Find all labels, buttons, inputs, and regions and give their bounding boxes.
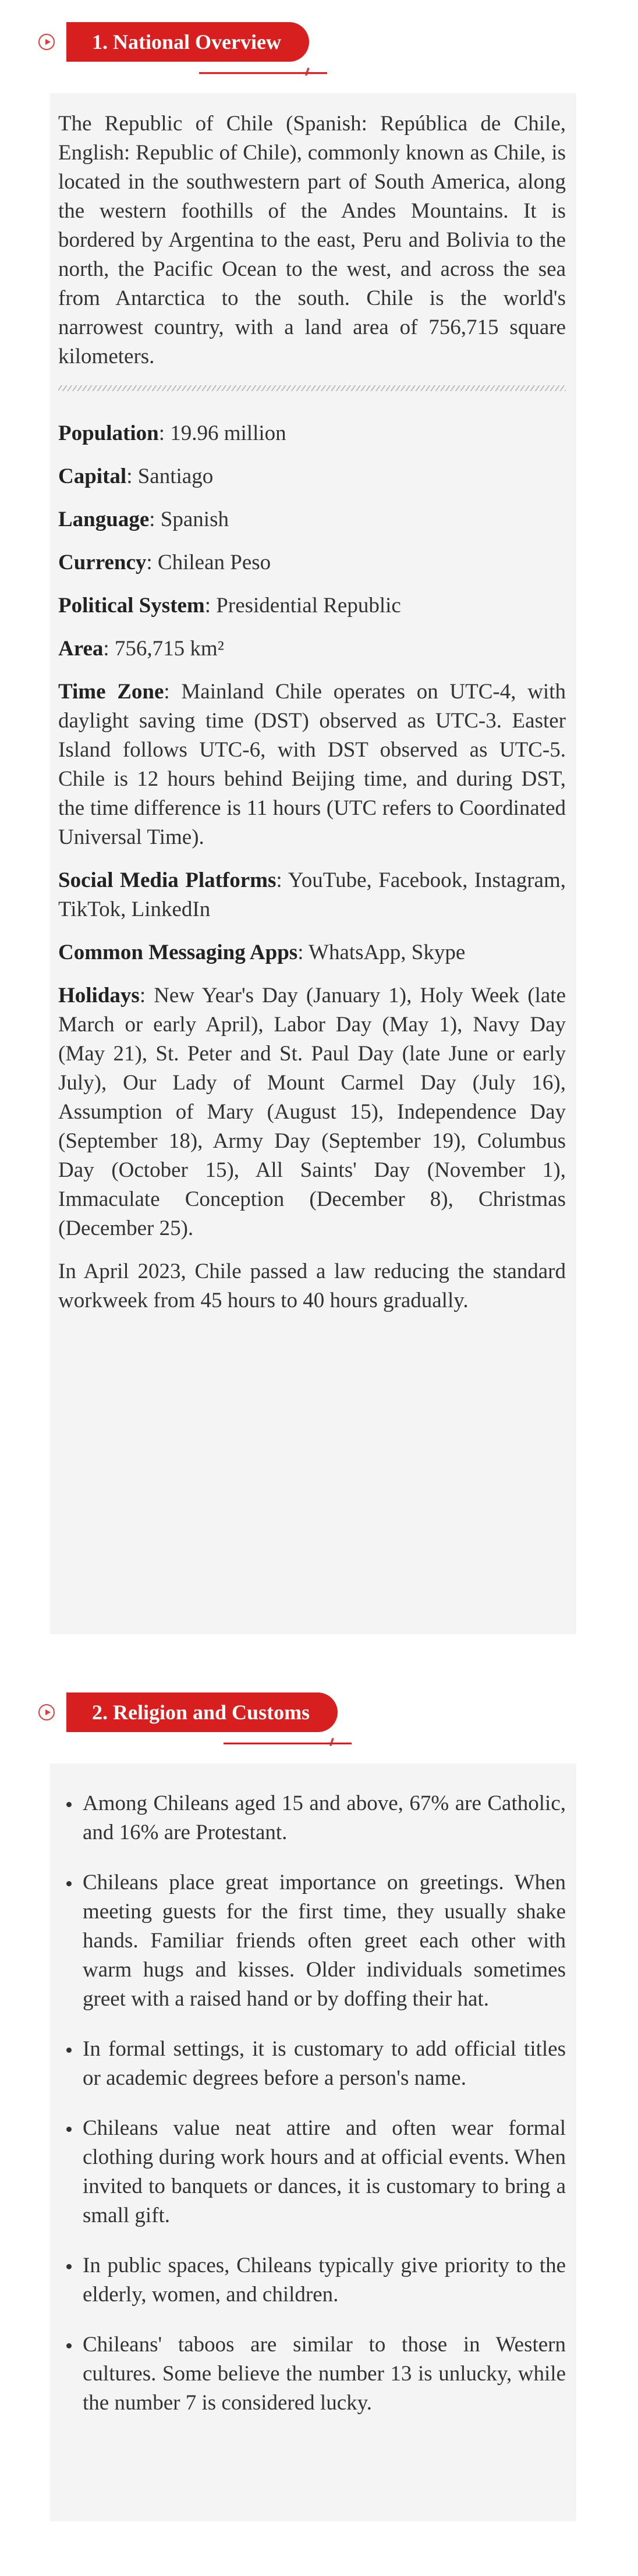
list-item: Among Chileans aged 15 and above, 67% are Catholic, and 16% are Protestant.: [63, 1789, 566, 1847]
intro-paragraph: The Republic of Chile (Spanish: República de Chile, English: Republic of Chile), commonly known as Chile, is located in the southwestern part of South America, along the western foothills of the Andes Mountains. It is bordered by Argentina to the east, Peru and Bolivia to the north, the Pacific Ocean to the west, and across the sea from Antarctica to the south. Chile is the world's narrowest country, with a land area of 756,715 square kilometers.: [58, 112, 566, 368]
religion-customs-panel: [50, 1764, 576, 2521]
national-overview-panel: [50, 93, 576, 1634]
fact-label: Capital: [58, 464, 127, 488]
fact-value: : 756,715 km²: [103, 637, 224, 661]
fact-area: [58, 634, 566, 663]
fact-capital: [58, 462, 566, 491]
section-title: 1. National Overview: [66, 22, 309, 62]
fact-population: [58, 419, 566, 448]
fact-political-system: [58, 591, 566, 620]
hatched-divider: [58, 385, 566, 391]
list-item: In public spaces, Chileans typically give priority to the elderly, women, and children.: [63, 2251, 566, 2309]
fact-value: : Santiago: [126, 464, 214, 488]
fact-value: : Presidential Republic: [204, 594, 401, 618]
fact-label: Social Media Platforms: [58, 868, 277, 892]
fact-value: : WhatsApp, Skype: [297, 941, 466, 964]
section-header-national-overview: [38, 22, 364, 77]
play-circle-icon: [38, 34, 55, 50]
fact-value: : Spanish: [149, 508, 229, 531]
fact-messaging-apps: [58, 938, 566, 967]
fact-label: Holidays: [58, 984, 140, 1007]
fact-label: Language: [58, 508, 150, 531]
list-item: In formal settings, it is customary to add official titles or academic degrees before a person's name.: [63, 2035, 566, 2093]
fact-value: : New Year's Day (January 1), Holy Week (late March or early April), Labor Day (May 1), Navy Day (May 21), St. Peter and St. Paul Day (late June or early July), Our Lady of Mount Carmel Day (July 16), Assumption of Mary (August 15), Independence Day (September 18), Army Day (September 19), Columbus Day (October 15), All Saints' Day (November 1), Immaculate Conception (December 8), Christmas (December 25).: [58, 984, 566, 1240]
fact-language: [58, 505, 566, 534]
fact-label: Political System: [58, 594, 205, 618]
fact-label: Time Zone: [58, 680, 164, 704]
fact-value: : YouTube, Facebook, Instagram, TikTok, LinkedIn: [58, 868, 566, 921]
list-item: Chileans value neat attire and often wear formal clothing during work hours and at official events. When invited to banquets or dances, it is customary to bring a small gift.: [63, 2114, 566, 2230]
closing-paragraph: In April 2023, Chile passed a law reducing the standard workweek from 45 hours to 40 hours gradually.: [58, 1259, 566, 1312]
fact-holidays: [58, 981, 566, 1243]
fact-label: Common Messaging Apps: [58, 941, 298, 964]
fact-value: : Chilean Peso: [146, 551, 271, 574]
fact-value: : Mainland Chile operates on UTC-4, with daylight saving time (DST) observed as UTC-3. Easter Island follows UTC-6, with DST observed as UTC-5. Chile is 12 hours behind Beijing time, and during DST, the time difference is 11 hours (UTC refers to Coordinated Universal Time).: [58, 680, 566, 849]
customs-list: [63, 1774, 566, 2418]
fact-time-zone: [58, 677, 566, 852]
list-item: Chileans place great importance on greetings. When meeting guests for the first time, they usually shake hands. Familiar friends often greet each other with warm hugs and kisses. Older individuals sometimes greet with a raised hand or by doffing their hat.: [63, 1868, 566, 2014]
slash-decoration-icon: //: [329, 1736, 332, 1747]
fact-label: Population: [58, 421, 159, 445]
fact-value: : 19.96 million: [158, 421, 286, 445]
section-header-religion-customs: [38, 1693, 399, 1747]
fact-label: Currency: [58, 551, 147, 574]
fact-currency: [58, 548, 566, 577]
section-title: 2. Religion and Customs: [66, 1693, 338, 1732]
play-circle-icon: [38, 1704, 55, 1720]
slash-decoration-icon: //: [305, 66, 307, 77]
fact-social-media: [58, 866, 566, 924]
list-item: Chileans' taboos are similar to those in Western cultures. Some believe the number 13 is unlucky, while the number 7 is considered lucky.: [63, 2330, 566, 2418]
fact-label: Area: [58, 637, 104, 661]
